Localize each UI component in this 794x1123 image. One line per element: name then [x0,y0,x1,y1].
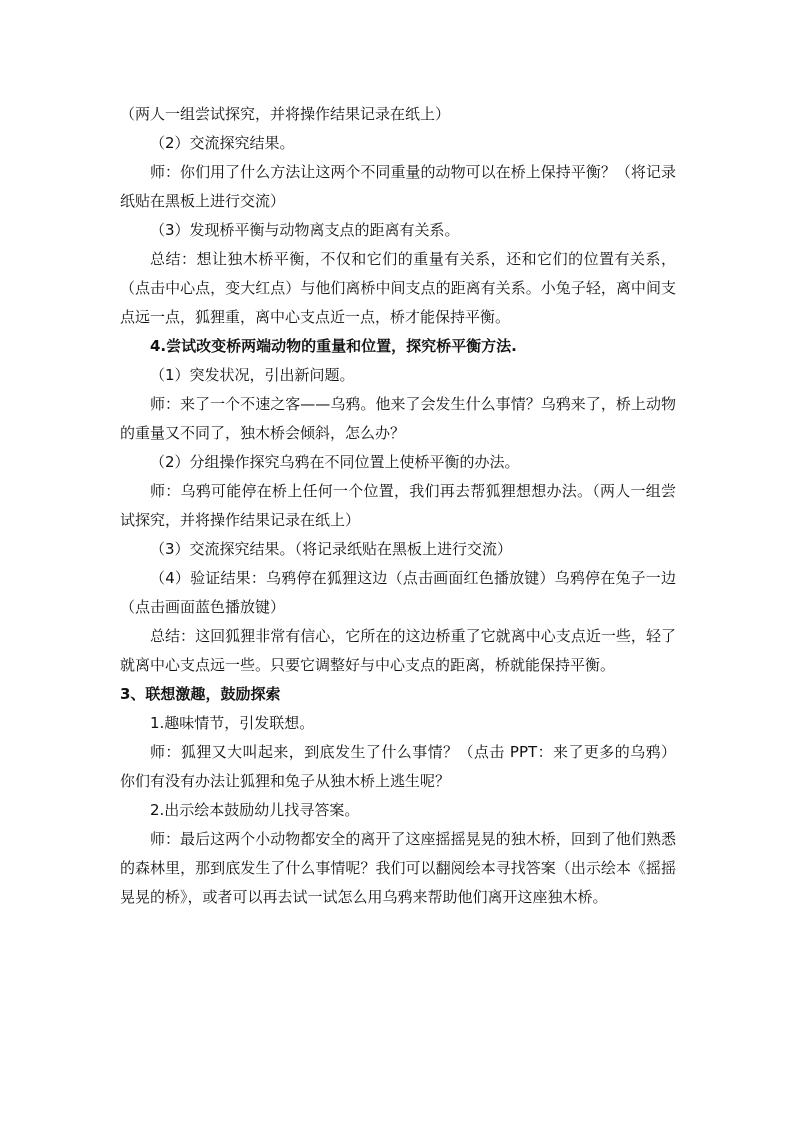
paragraph-3: 师：你们用了什么方法让这两个不同重量的动物可以在桥上保持平衡？（将记录纸贴在黑板上进行交流） [120,163,676,210]
paragraph-7: （1）突发状况，引出新问题。 [150,366,355,384]
paragraph-8: 师：来了一个不速之客——乌鸦。他来了会发生什么事情？乌鸦来了，桥上动物的重量又不同了，独木桥会倾斜，怎么办？ [120,395,676,442]
section-heading-3: 3、联想激趣，鼓励探索 [120,685,281,703]
paragraph-4: （3）发现桥平衡与动物离支点的距离有关系。 [150,221,460,239]
paragraph-2: （2）交流探究结果。 [150,134,295,152]
paragraph-18: 师：最后这两个小动物都安全的离开了这座摇摇晃晃的独木桥，回到了他们熟悉的森林里，那到底发生了什么事情呢？我们可以翻阅绘本寻找答案（出示绘本《摇摇晃晃的桥》，或者可以再去试一试怎么用乌鸦来帮助他们离开这座独木桥。 [120,830,676,906]
paragraph-11: （3）交流探究结果。（将记录纸贴在黑板上进行交流） [150,540,513,558]
paragraph-5: 总结：想让独木桥平衡，不仅和它们的重量有关系，还和它们的位置有关系，（点击中心点，变大红点）与他们离桥中间支点的距离有关系。小兔子轻，离中间支点远一点，狐狸重，离中心支点近一点，桥才能保持平衡。 [120,250,676,326]
paragraph-16: 师：狐狸又大叫起来，到底发生了什么事情？（点击 PPT：来了更多的乌鸦）你们有没有办法让狐狸和兔子从独木桥上逃生呢？ [120,743,676,790]
paragraph-17: 2.出示绘本鼓励幼儿找寻答案。 [150,801,360,819]
section-heading-4: 4.尝试改变桥两端动物的重量和位置，探究桥平衡方法. [150,337,517,355]
paragraph-9: （2）分组操作探究乌鸦在不同位置上使桥平衡的办法。 [150,453,520,471]
paragraph-13: 总结：这回狐狸非常有信心，它所在的这边桥重了它就离中心支点近一些，轻了就离中心支点远一些。只要它调整好与中心支点的距离，桥就能保持平衡。 [120,627,676,674]
paragraph-10: 师：乌鸦可能停在桥上任何一个位置，我们再去帮狐狸想想办法。（两人一组尝试探究，并将操作结果记录在纸上） [120,482,676,529]
paragraph-1: （两人一组尝试探究，并将操作结果记录在纸上） [120,105,451,123]
paragraph-15: 1.趣味情节，引发联想。 [150,714,315,732]
paragraph-12: （4）验证结果：乌鸦停在狐狸这边（点击画面红色播放键）乌鸦停在兔子一边（点击画面蓝色播放键） [120,569,676,616]
document-body [120,100,676,912]
